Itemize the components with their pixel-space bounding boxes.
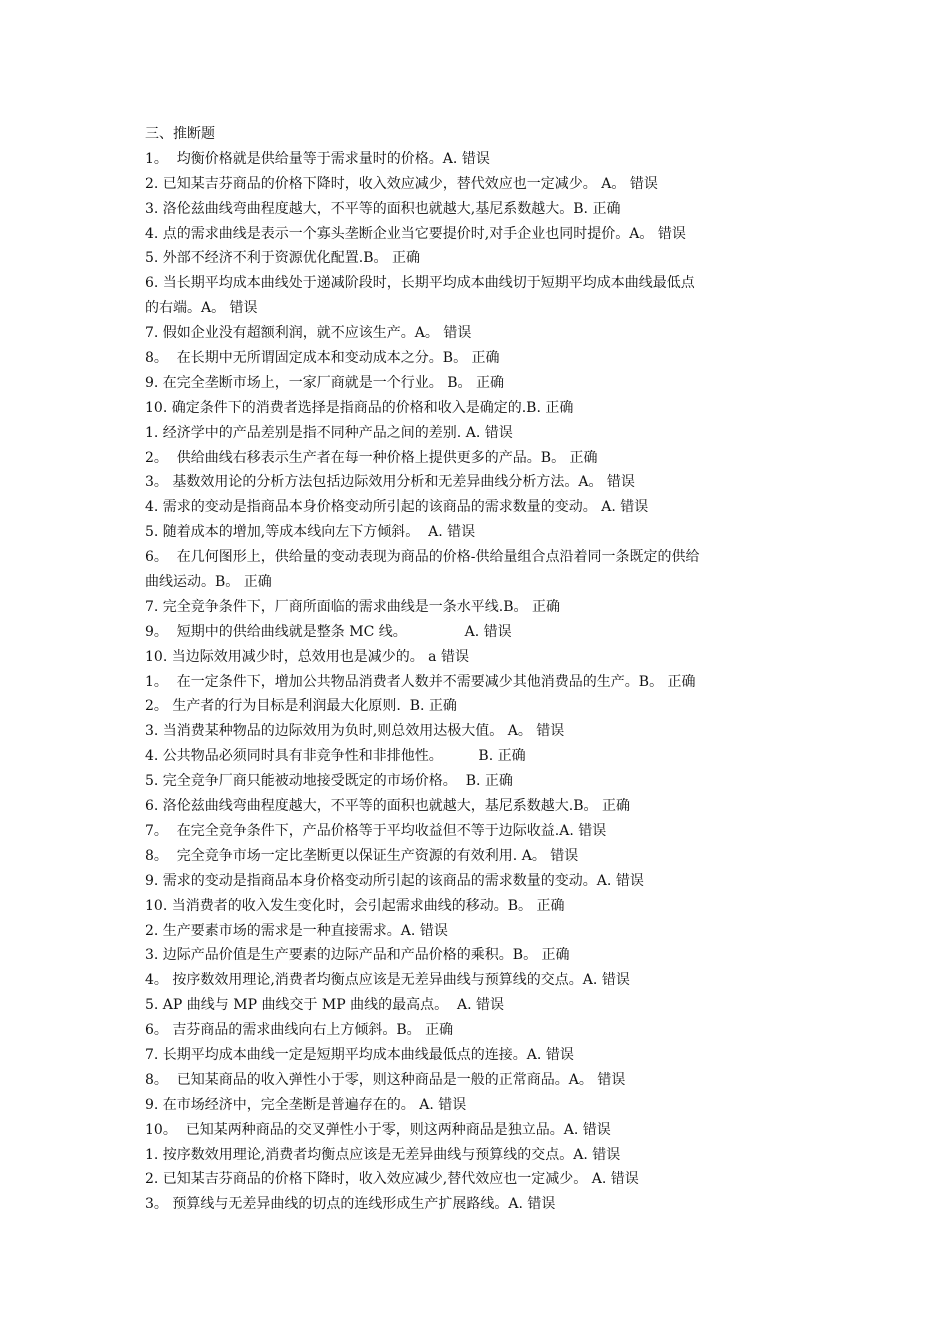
question-line: 9. 在完全垄断市场上，一家厂商就是一个行业。 B。 正确 bbox=[145, 374, 504, 391]
question-line: 8。 完全竞争市场一定比垄断更以保证生产资源的有效利用. A。 错误 bbox=[145, 847, 579, 864]
question-line: 的右端。A。 错误 bbox=[145, 300, 258, 317]
question-line: 3. 当消费某种物品的边际效用为负时,则总效用达极大值。 A。 错误 bbox=[145, 723, 565, 740]
question-line: 6. 当长期平均成本曲线处于递减阶段时，长期平均成本曲线切于短期平均成本曲线最低点 bbox=[145, 275, 695, 292]
question-line: 10. 当消费者的收入发生变化时，会引起需求曲线的移动。B。 正确 bbox=[145, 897, 565, 914]
question-line: 1. 按序数效用理论,消费者均衡点应该是无差异曲线与预算线的交点。A. 错误 bbox=[145, 1146, 621, 1163]
question-line: 3. 边际产品价值是生产要素的边际产品和产品价格的乘积。B。 正确 bbox=[145, 947, 570, 964]
question-line: 2. 已知某吉芬商品的价格下降时，收入效应减少，替代效应也一定减少。 A。 错误 bbox=[145, 175, 658, 192]
question-line: 2. 已知某吉芬商品的价格下降时，收入效应减少,替代效应也一定减少。 A. 错误 bbox=[145, 1171, 639, 1188]
question-line: 7. 假如企业没有超额利润，就不应该生产。A。 错误 bbox=[145, 325, 472, 342]
question-line: 曲线运动。B。 正确 bbox=[145, 574, 272, 591]
question-line: 10. 当边际效用减少时，总效用也是减少的。 a 错误 bbox=[145, 648, 469, 665]
question-line: 6。 在几何图形上，供给量的变动表现为商品的价格-供给量组合点沿着同一条既定的供给 bbox=[145, 549, 700, 566]
question-line: 4. 点的需求曲线是表示一个寡头垄断企业当它要提价时,对手企业也同时提价。A。 错误 bbox=[145, 225, 686, 242]
question-line: 9. 需求的变动是指商品本身价格变动所引起的该商品的需求数量的变动。A. 错误 bbox=[145, 872, 644, 889]
question-line: 6. 洛伦兹曲线弯曲程度越大，不平等的面积也就越大，基尼系数越大.B。 正确 bbox=[145, 798, 630, 815]
question-line: 4. 公共物品必须同时具有非竞争性和非排他性。 B. 正确 bbox=[145, 748, 526, 765]
question-line: 7。 在完全竞争条件下，产品价格等于平均收益但不等于边际收益.A. 错误 bbox=[145, 822, 607, 839]
question-line: 8。 在长期中无所谓固定成本和变动成本之分。B。 正确 bbox=[145, 350, 500, 367]
question-line: 4. 需求的变动是指商品本身价格变动所引起的该商品的需求数量的变动。 A. 错误 bbox=[145, 499, 649, 516]
question-line: 10。 已知某两种商品的交叉弹性小于零，则这两种商品是独立品。A. 错误 bbox=[145, 1121, 611, 1138]
question-line: 3。 基数效用论的分析方法包括边际效用分析和无差异曲线分析方法。A。 错误 bbox=[145, 474, 635, 491]
question-line: 9. 在市场经济中，完全垄断是普遍存在的。 A. 错误 bbox=[145, 1096, 467, 1113]
question-line: 1。 在一定条件下，增加公共物品消费者人数并不需要减少其他消费品的生产。B。 正确 bbox=[145, 673, 696, 690]
document-body bbox=[145, 122, 815, 1217]
question-list bbox=[145, 147, 815, 1217]
section-title: 三、推断题 bbox=[145, 126, 215, 142]
question-line: 3。 预算线与无差异曲线的切点的连线形成生产扩展路线。A. 错误 bbox=[145, 1196, 556, 1213]
question-line: 8。 已知某商品的收入弹性小于零，则这种商品是一般的正常商品。A。 错误 bbox=[145, 1071, 626, 1088]
question-line: 10. 确定条件下的消费者选择是指商品的价格和收入是确定的.B. 正确 bbox=[145, 399, 574, 416]
question-line: 2。 生产者的行为目标是利润最大化原则. B. 正确 bbox=[145, 698, 457, 715]
question-line: 5. 完全竞争厂商只能被动地接受既定的市场价格。 B. 正确 bbox=[145, 773, 513, 790]
question-line: 3. 洛伦兹曲线弯曲程度越大，不平等的面积也就越大,基尼系数越大。B. 正确 bbox=[145, 200, 621, 217]
question-line: 6。 吉芬商品的需求曲线向右上方倾斜。B。 正确 bbox=[145, 1022, 454, 1039]
question-line: 4。 按序数效用理论,消费者均衡点应该是无差异曲线与预算线的交点。A. 错误 bbox=[145, 972, 630, 989]
question-line: 7. 长期平均成本曲线一定是短期平均成本曲线最低点的连接。A. 错误 bbox=[145, 1046, 574, 1063]
question-line: 2。 供给曲线右移表示生产者在每一种价格上提供更多的产品。B。 正确 bbox=[145, 449, 598, 466]
question-line: 2. 生产要素市场的需求是一种直接需求。A. 错误 bbox=[145, 922, 448, 939]
question-line: 5. 随着成本的增加,等成本线向左下方倾斜。 A. 错误 bbox=[145, 524, 476, 541]
question-line: 7. 完全竞争条件下，厂商所面临的需求曲线是一条水平线.B。 正确 bbox=[145, 598, 560, 615]
question-line: 1. 经济学中的产品差别是指不同种产品之间的差别. A. 错误 bbox=[145, 424, 513, 441]
question-line: 9。 短期中的供给曲线就是整条 MC 线。 A. 错误 bbox=[145, 623, 512, 640]
question-line: 5. 外部不经济不利于资源优化配置.B。 正确 bbox=[145, 250, 420, 267]
question-line: 1。 均衡价格就是供给量等于需求量时的价格。A. 错误 bbox=[145, 150, 490, 167]
question-line: 5. AP 曲线与 MP 曲线交于 MP 曲线的最高点。 A. 错误 bbox=[145, 997, 505, 1014]
